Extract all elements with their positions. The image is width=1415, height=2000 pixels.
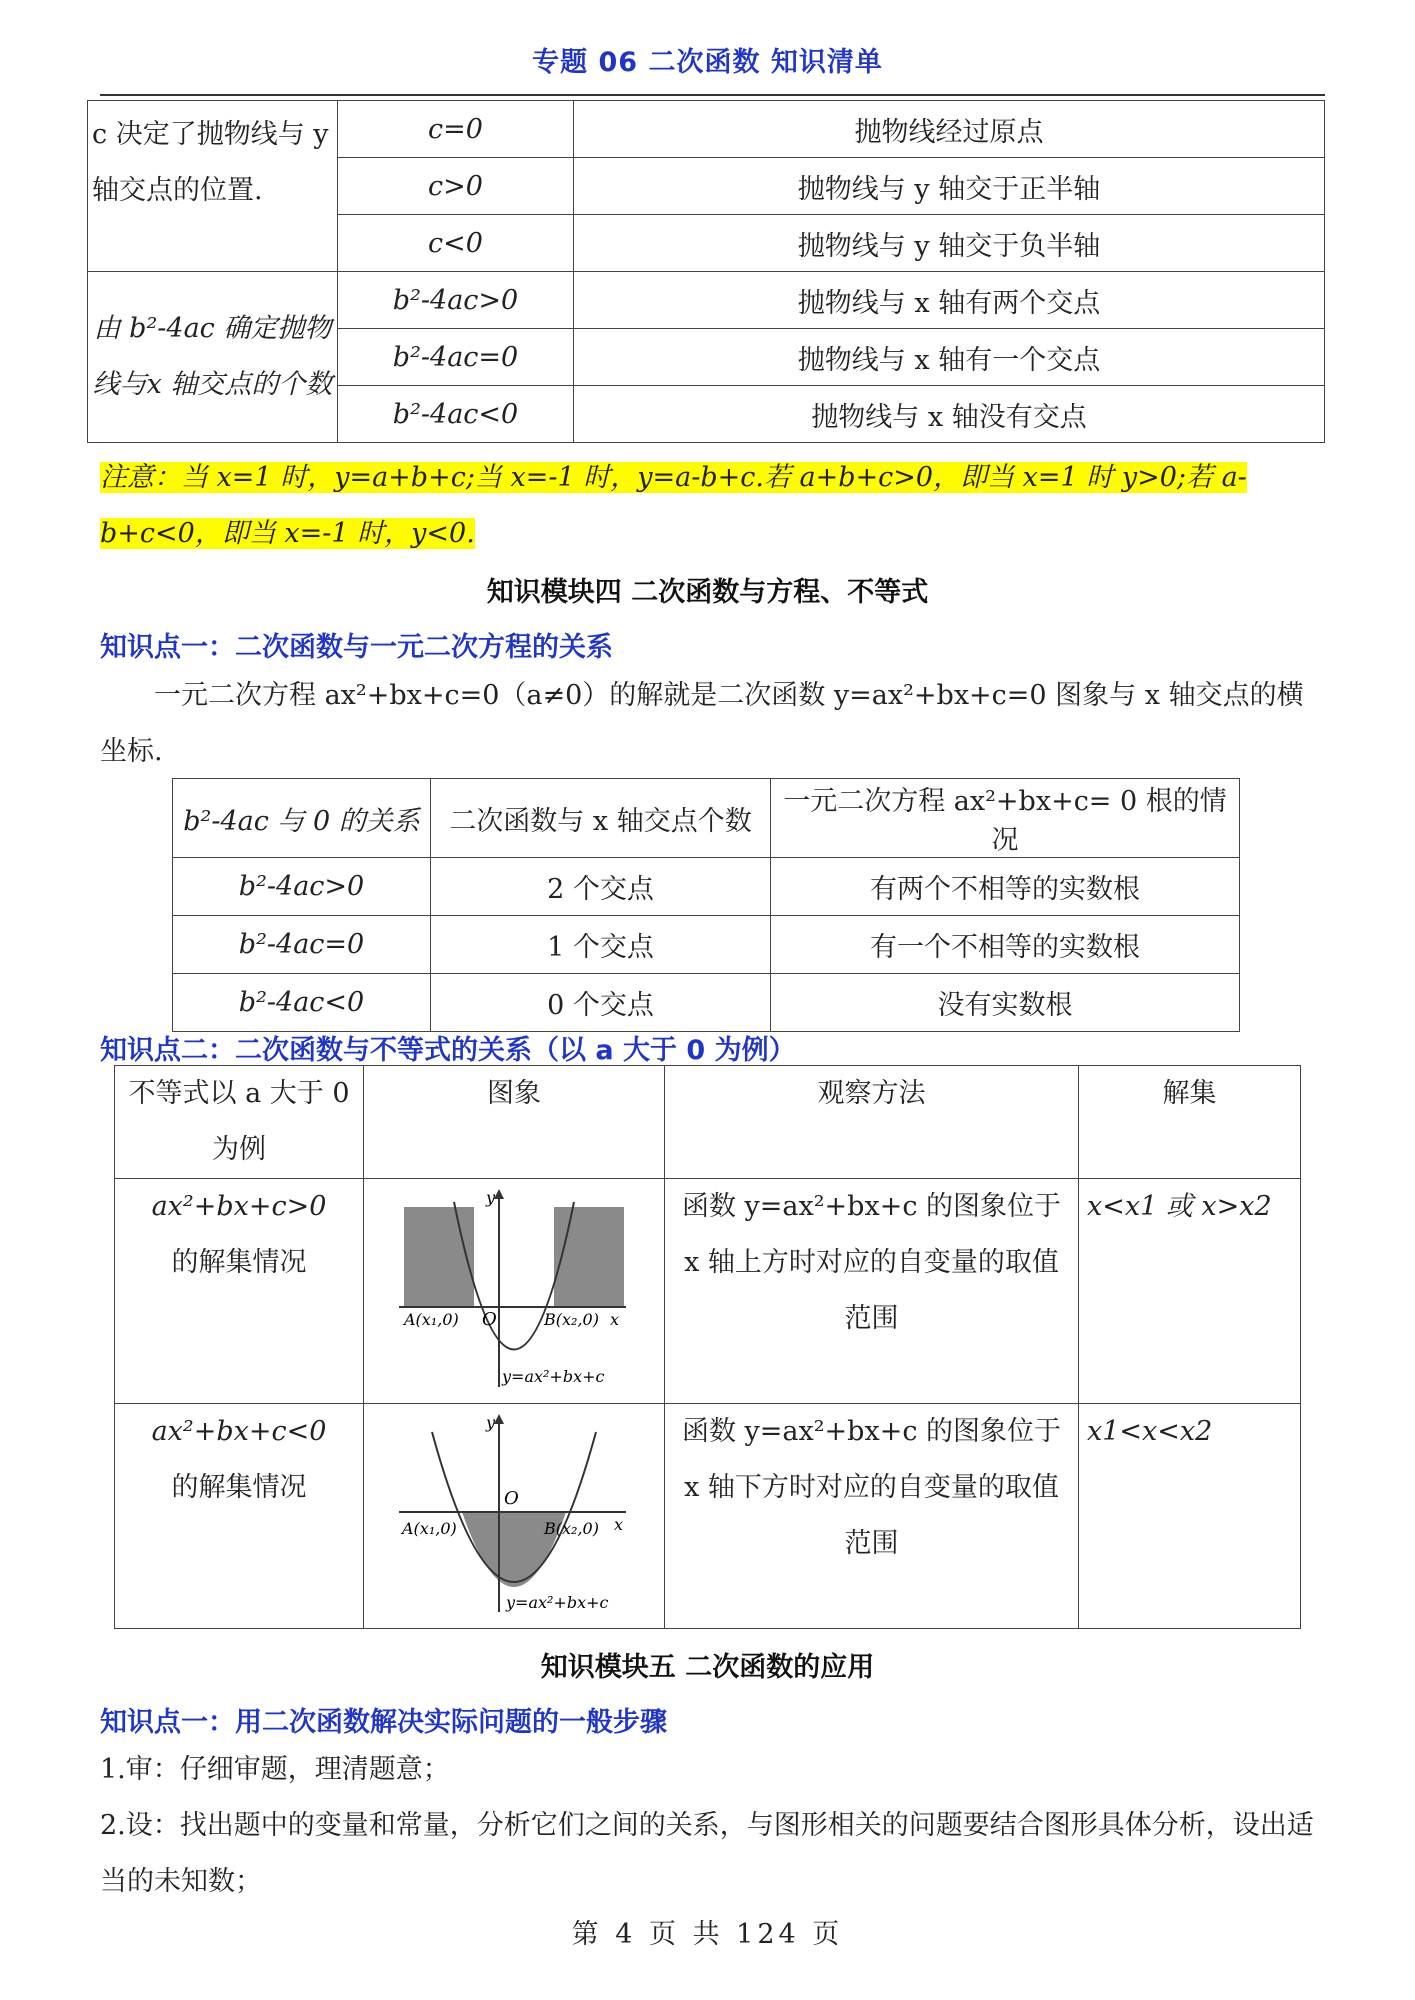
inequality-text: ax²+bx+c<0 bbox=[151, 1416, 327, 1447]
table-cell: 有一个不相等的实数根 bbox=[771, 916, 1240, 974]
graph-cell bbox=[364, 1179, 665, 1404]
y-label: y bbox=[486, 1188, 496, 1207]
table-header-row bbox=[173, 779, 1240, 858]
curve-label: y=ax²+bx+c bbox=[502, 1367, 605, 1386]
parabola-above-graph bbox=[394, 1187, 634, 1392]
step-item: 1.审：仔细审题，理清题意； bbox=[100, 1754, 450, 1785]
point-a-label: A(x₁,0) bbox=[402, 1519, 457, 1538]
column-header bbox=[115, 1066, 364, 1179]
result-cell: 抛物线经过原点 bbox=[574, 101, 1325, 158]
page-number: 第 4 页 共 124 页 bbox=[571, 1919, 844, 1950]
table-cell: 没有实数根 bbox=[771, 974, 1240, 1032]
condition-cell: b²-4ac=0 bbox=[338, 329, 574, 386]
x-label: x bbox=[610, 1310, 620, 1329]
condition-cell: c=0 bbox=[338, 101, 574, 158]
table-row bbox=[88, 272, 1325, 329]
header-method: 观察方法 bbox=[817, 1078, 926, 1109]
table-row bbox=[173, 858, 1240, 916]
kp1-paragraph: 一元二次方程 ax²+bx+c=0（a≠0）的解就是二次函数 y=ax²+bx+c=0 图象与 x 轴交点的横坐标. bbox=[100, 680, 1304, 767]
inequality-subtext: 的解集情况 bbox=[171, 1472, 307, 1503]
origin-label: O bbox=[482, 1309, 497, 1330]
method-cell bbox=[665, 1404, 1079, 1629]
discriminant-table bbox=[172, 778, 1240, 1032]
header-inequality: 不等式以 a 大于 0 为例 bbox=[128, 1078, 350, 1165]
solution-cell bbox=[1079, 1179, 1301, 1404]
method-text: 函数 y=ax²+bx+c 的图象位于 x 轴上方时对应的自变量的取值范围 bbox=[681, 1191, 1062, 1334]
condition-cell: b²-4ac<0 bbox=[338, 386, 574, 443]
graph-cell bbox=[364, 1404, 665, 1629]
table-header-row bbox=[115, 1066, 1301, 1179]
table-cell: 有两个不相等的实数根 bbox=[771, 858, 1240, 916]
y-label: y bbox=[486, 1413, 496, 1432]
column-header bbox=[1079, 1066, 1301, 1179]
note-paragraph bbox=[100, 450, 1325, 562]
solution-text: x1<x<x2 bbox=[1087, 1416, 1213, 1447]
inequality-cell bbox=[115, 1404, 364, 1629]
header-solution: 解集 bbox=[1162, 1078, 1217, 1109]
result-cell: 抛物线与 x 轴没有交点 bbox=[574, 386, 1325, 443]
column-header bbox=[665, 1066, 1079, 1179]
y-axis-arrow bbox=[494, 1189, 504, 1199]
shaded-region-left bbox=[404, 1207, 474, 1307]
table-cell: 1 个交点 bbox=[431, 916, 771, 974]
discriminant-group-label: 由 b²-4ac 确定抛物线与x 轴交点的个数 bbox=[88, 272, 338, 443]
table-cell: b²-4ac<0 bbox=[173, 974, 431, 1032]
table-row bbox=[115, 1179, 1301, 1404]
condition-cell: c>0 bbox=[338, 158, 574, 215]
inequality-text: ax²+bx+c>0 bbox=[151, 1191, 327, 1222]
table-cell: b²-4ac=0 bbox=[173, 916, 431, 974]
condition-cell: b²-4ac>0 bbox=[338, 272, 574, 329]
table-row bbox=[88, 101, 1325, 158]
origin-label: O bbox=[504, 1488, 519, 1509]
kp1-title: 知识点一：二次函数与一元二次方程的关系 bbox=[100, 632, 613, 663]
step-item: 2.设：找出题中的变量和常量，分析它们之间的关系，与图形相关的问题要结合图形具体分析，设出适当的未知数； bbox=[100, 1810, 1314, 1897]
result-cell: 抛物线与 x 轴有一个交点 bbox=[574, 329, 1325, 386]
shaded-region-right bbox=[554, 1207, 624, 1307]
solution-cell bbox=[1079, 1404, 1301, 1629]
result-cell: 抛物线与 x 轴有两个交点 bbox=[574, 272, 1325, 329]
solution-text: x<x1 或 x>x2 bbox=[1087, 1191, 1272, 1222]
point-b-label: B(x₂,0) bbox=[544, 1310, 599, 1329]
document-header-title: 专题 06 二次函数 知识清单 bbox=[532, 47, 883, 78]
result-cell: 抛物线与 y 轴交于正半轴 bbox=[574, 158, 1325, 215]
table-row bbox=[173, 916, 1240, 974]
table-cell: 0 个交点 bbox=[431, 974, 771, 1032]
column-header bbox=[364, 1066, 665, 1179]
module4-title: 知识模块四 二次函数与方程、不等式 bbox=[486, 577, 929, 608]
table-cell: 2 个交点 bbox=[431, 858, 771, 916]
y-axis-arrow bbox=[494, 1414, 504, 1424]
method-text: 函数 y=ax²+bx+c 的图象位于 x 轴下方时对应的自变量的取值范围 bbox=[681, 1416, 1062, 1559]
method-cell bbox=[665, 1179, 1079, 1404]
point-a-label: A(x₁,0) bbox=[404, 1310, 459, 1329]
header-divider bbox=[100, 94, 1325, 96]
kp2-title: 知识点二：二次函数与不等式的关系（以 a 大于 0 为例） bbox=[100, 1035, 796, 1066]
x-label: x bbox=[614, 1515, 624, 1534]
inequality-cell bbox=[115, 1179, 364, 1404]
table-cell: b²-4ac>0 bbox=[173, 858, 431, 916]
module5-title: 知识模块五 二次函数的应用 bbox=[540, 1652, 875, 1683]
coefficient-table bbox=[87, 100, 1325, 443]
c-group-label: c 决定了抛物线与 y 轴交点的位置. bbox=[88, 101, 338, 272]
column-header: 二次函数与 x 轴交点个数 bbox=[431, 779, 771, 858]
condition-cell: c<0 bbox=[338, 215, 574, 272]
header-graph: 图象 bbox=[487, 1078, 541, 1109]
column-header: 一元二次方程 ax²+bx+c= 0 根的情况 bbox=[771, 779, 1240, 858]
parabola-below-graph bbox=[394, 1412, 634, 1617]
inequality-subtext: 的解集情况 bbox=[171, 1247, 307, 1278]
module5-kp1-title: 知识点一：用二次函数解决实际问题的一般步骤 bbox=[100, 1707, 667, 1738]
curve-label: y=ax²+bx+c bbox=[506, 1593, 609, 1612]
column-header: b²-4ac 与 0 的关系 bbox=[173, 779, 431, 858]
result-cell: 抛物线与 y 轴交于负半轴 bbox=[574, 215, 1325, 272]
inequality-table bbox=[114, 1065, 1301, 1629]
note-highlight: 注意：当 x=1 时，y=a+b+c;当 x=-1 时，y=a-b+c.若 a+b+c>0，即当 x=1 时 y>0;若 a-b+c<0，即当 x=-1 时，y<0. bbox=[100, 462, 1247, 549]
table-row bbox=[115, 1404, 1301, 1629]
table-row bbox=[173, 974, 1240, 1032]
point-b-label: B(x₂,0) bbox=[544, 1519, 599, 1538]
